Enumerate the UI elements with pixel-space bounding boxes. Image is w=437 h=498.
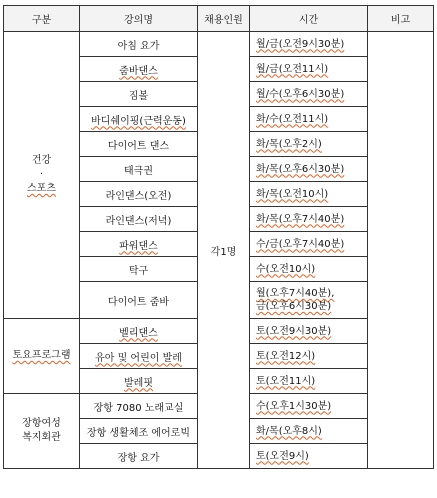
header-time: 시간: [250, 6, 368, 32]
header-row: [4, 6, 434, 32]
time-cell: 토(오전12시): [250, 344, 368, 369]
header-note: 비고: [368, 6, 434, 32]
time-cell: 수(오후1시30분): [250, 394, 368, 419]
lecture-cell: 태극권: [80, 157, 198, 182]
category-cell-health: [4, 32, 80, 319]
category-cell-saturday: 토요프로그램: [4, 319, 80, 394]
schedule-table: [3, 5, 434, 469]
lecture-cell: 파워댄스: [80, 232, 198, 257]
lecture-cell: 발레핏: [80, 369, 198, 394]
time-cell: 화/목(오전10시): [250, 182, 368, 207]
time-cell: 토(오전9시): [250, 444, 368, 469]
lecture-cell: 바디쉐이핑(근력운동): [80, 107, 198, 132]
lecture-cell: 유아 및 어린이 발레: [80, 344, 198, 369]
header-recruit: 채용인원: [198, 6, 250, 32]
lecture-cell: 라인댄스(오전): [80, 182, 198, 207]
time-cell: 화/목(오후2시): [250, 132, 368, 157]
category-line: ·: [39, 169, 44, 180]
category-cell-welfare: [4, 394, 80, 469]
header-lecture: 강의명: [80, 6, 198, 32]
lecture-cell: 장항 7080 노래교실: [80, 394, 198, 419]
lecture-cell: 장항 요가: [80, 444, 198, 469]
lecture-cell: 다이어트 댄스: [80, 132, 198, 157]
lecture-cell: 짐볼: [80, 82, 198, 107]
time-cell: 화/목(오후6시30분): [250, 157, 368, 182]
time-line: 금(오후6시30분): [256, 301, 332, 312]
table-row: [4, 32, 434, 57]
time-line: 월(오후7시40분),: [256, 288, 335, 299]
time-cell: 수/금(오후7시40분): [250, 232, 368, 257]
time-cell: 월/수(오후6시30분): [250, 82, 368, 107]
category-line: 건강: [31, 155, 52, 166]
recruit-cell: 각1명: [198, 32, 250, 469]
category-line: 장항여성: [22, 418, 61, 429]
time-cell: 월/금(오전9시30분): [250, 32, 368, 57]
time-cell: 월/금(오전11시): [250, 57, 368, 82]
lecture-cell: 장항 생활체조 에어로빅: [80, 419, 198, 444]
time-cell: 토(오전11시): [250, 369, 368, 394]
lecture-cell: 탁구: [80, 257, 198, 282]
time-cell: 화/목(오후7시40분): [250, 207, 368, 232]
lecture-cell: 벨리댄스: [80, 319, 198, 344]
lecture-cell: 다이어트 줌바: [80, 282, 198, 319]
category-line: 복지회관: [22, 432, 61, 443]
time-cell: 화/목(오후8시): [250, 419, 368, 444]
lecture-cell: 줌바댄스: [80, 57, 198, 82]
time-cell: 수(오전10시): [250, 257, 368, 282]
category-line: 스포츠: [27, 183, 56, 194]
lecture-cell: 라인댄스(저녁): [80, 207, 198, 232]
header-category: 구분: [4, 6, 80, 32]
time-cell: [250, 282, 368, 319]
note-cell: [368, 32, 434, 469]
time-cell: 화/수(오전11시): [250, 107, 368, 132]
lecture-cell: 아침 요가: [80, 32, 198, 57]
time-cell: 토(오전9시30분): [250, 319, 368, 344]
